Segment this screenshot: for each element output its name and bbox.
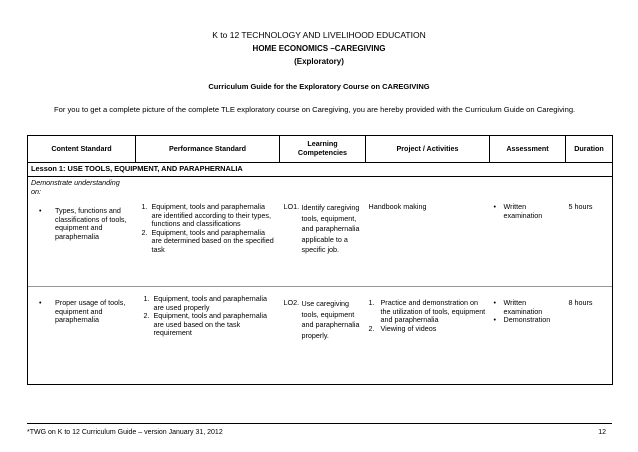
table-row [28,287,613,385]
row2-perf-1: 1. Equipment, tools and paraphernalia are used properly [144,295,276,312]
table-row [28,177,613,287]
row2-assess-1: • Written examination [490,299,564,316]
header-title: K to 12 TECHNOLOGY AND LIVELIHOOD EDUCATION [212,30,426,40]
row2-performance-cell [136,287,280,385]
row1-lo [284,203,364,256]
row1-duration-cell [566,177,613,287]
row2-lo-cell [280,287,366,385]
col-performance-standard: Performance Standard [136,136,280,163]
row1-assessment-cell [490,177,566,287]
row2-content-cell [28,287,136,385]
header-subject: HOME ECONOMICS –CAREGIVING [252,44,386,53]
col-assessment: Assessment [490,136,566,163]
row1-project-cell [366,177,490,287]
row1-perf-2-text: Equipment, tools and paraphernalia are determined based on the specified task [151,227,274,254]
col-duration: Duration [566,136,613,163]
row2-content: • Proper usage of tools, equipment and paraphernalia [35,299,133,325]
row1-duration: 5 hours [568,202,593,211]
row1-assessment: • Written examination [490,203,564,220]
row1-performance-cell [136,177,280,287]
row1-perf-1: 1. Equipment, tools and paraphernalia are identified according to their types, functions and classifications [142,203,276,229]
col-learning-competencies [280,136,366,163]
intro-paragraph [28,104,610,115]
row2-proj-2: 2. Viewing of videos [368,323,437,333]
row2-proj-2-text: Viewing of videos [380,323,437,333]
row1-perf-1-text: Equipment, tools and paraphernalia are identified according to their types, functions and classifications [151,202,271,229]
intro-text: For you to get a complete picture of the complete TLE exploratory course on Caregiving, you are hereby provided with the Curriculum Guide on Caregiving. [54,105,576,114]
row1-lo-text: Identify caregiving tools, equipment, and paraphernalia applicable to a specific job. [301,203,360,255]
row2-lo [284,299,364,341]
row1-lo-cell [280,177,366,287]
row2-project-cell [366,287,490,385]
row1-content: • Types, functions and classifications of tools, equipment and paraphernalia [35,207,133,241]
row2-assessment-cell [490,287,566,385]
row2-perf-1-text: Equipment, tools and paraphernalia are used properly [153,294,267,312]
row1-perf-2: 2. Equipment, tools and paraphernalia are determined based on the specified task [141,227,274,254]
row2-proj-1: 1. Practice and demonstration on the utilization of tools, equipment and paraphernalia [369,299,488,325]
header-guide-title: Curriculum Guide for the Exploratory Course on CAREGIVING [208,82,430,91]
row2-duration: 8 hours [568,298,593,307]
row2-lo-text: Use caregiving tools, equipment and paraphernalia properly. [301,299,360,340]
row2-assess-2: • Demonstration [490,316,564,325]
col-project-activities: Project / Activities [366,136,490,163]
row1-content-cell [28,177,136,287]
col-content-standard: Content Standard [28,136,136,163]
header-type: (Exploratory) [294,57,344,66]
row2-duration-cell [566,287,613,385]
col-learning-competencies-label: Learning Competencies [297,139,348,157]
row2-perf-2: 2. Equipment, tools and paraphernalia are used based on the task requirement [144,312,276,338]
row2-proj-1-text: Practice and demonstration on the utilization of tools, equipment and paraphernalia [380,298,486,325]
row2-perf-2-text: Equipment, tools and paraphernalia are used based on the task requirement [153,311,267,338]
row1-project: Handbook making [368,202,427,211]
row1-lo-num: LO1. [283,202,300,211]
lesson-intro: Demonstrate understanding on: [31,178,120,196]
table-header-row [28,136,613,163]
lesson-row [28,163,613,177]
curriculum-table [27,135,613,385]
page-number: 12 [598,429,606,436]
row2-lo-num: LO2. [283,298,300,307]
lesson-title: Lesson 1: USE TOOLS, EQUIPMENT, AND PARAPHERNALIA [28,163,613,177]
footer-text: *TWG on K to 12 Curriculum Guide – version January 31, 2012 [27,429,223,436]
page-footer [27,423,612,436]
